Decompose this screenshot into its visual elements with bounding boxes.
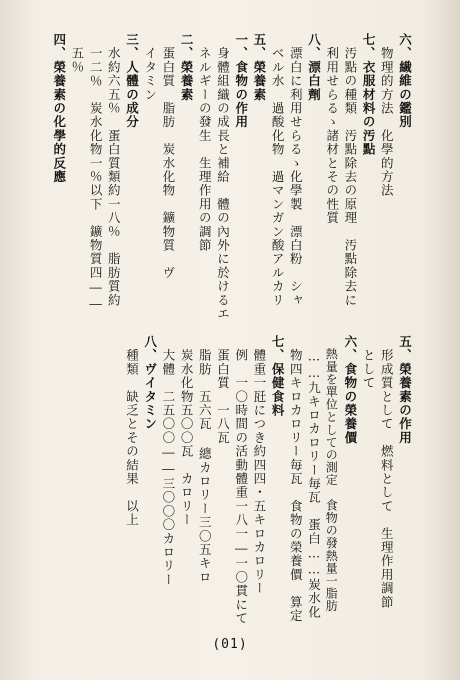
lower-line — [180, 335, 193, 527]
upper-line — [271, 33, 284, 307]
upper-line — [89, 33, 102, 312]
lower-indent — [179, 335, 194, 349]
upper-indent — [197, 33, 212, 47]
upper-line — [307, 33, 320, 102]
upper-indent — [88, 33, 103, 47]
lower-item-number: 六、 — [342, 335, 358, 363]
lower-item-number: 七、 — [270, 335, 286, 363]
lower-text: 食物の榮養價 — [342, 362, 358, 445]
page-number: (01) — [212, 637, 248, 652]
upper-indent — [70, 33, 85, 47]
lower-text: ……九キロカロリー毎瓦 蛋白……炭水化 — [306, 348, 322, 620]
upper-indent — [288, 33, 303, 47]
upper-text: 物理的方法 化學的方法 — [379, 46, 395, 198]
upper-text: 衣服材料の汚點 — [361, 60, 377, 157]
upper-line — [161, 33, 174, 280]
lower-line — [380, 335, 393, 609]
lower-text: 榮養素の作用 — [397, 362, 413, 445]
upper-item-number: 七、 — [361, 33, 377, 61]
lower-item-number: 八、 — [142, 335, 158, 363]
upper-text: ベル水 過酸化物 過マンガン酸アルカリ — [270, 46, 286, 308]
lower-text: ヴイタミン — [142, 362, 158, 431]
lower-text: 物四キロカロリー毎瓦 食物の榮養價 算定 — [288, 348, 304, 623]
lower-line — [125, 335, 138, 527]
lower-indent — [234, 335, 249, 349]
upper-text: 漂白に利用せらるゝ化學製 漂白粉 シャ — [288, 46, 304, 308]
upper-text: 繊維の鑑別 — [397, 60, 413, 129]
upper-text: 榮養素 — [179, 60, 195, 102]
upper-line — [325, 33, 338, 225]
lower-text: 例 一〇時間の活動體重一八一―一〇貫にて — [233, 348, 249, 626]
upper-item-number: 五、 — [251, 33, 267, 61]
lower-indent — [125, 335, 140, 349]
lower-indent — [324, 335, 338, 348]
upper-indent — [379, 33, 394, 47]
lower-line — [362, 335, 375, 390]
lower-line — [289, 335, 302, 623]
upper-item-number: 四、 — [51, 33, 67, 61]
lower-indent — [197, 335, 212, 349]
lower-text: 蛋白質 一八瓦 — [215, 348, 231, 445]
upper-text: 蛋白質 脂肪 炭水化物 鑛物質 ヴ — [160, 46, 176, 280]
lower-line — [198, 335, 211, 584]
lower-indent — [361, 335, 376, 349]
lower-text: 保健食料 — [270, 362, 286, 418]
upper-text: 一二％ 炭水化物一％以下 鑛物質四―― — [88, 46, 104, 313]
lower-line — [271, 335, 284, 417]
lower-line — [216, 335, 229, 445]
upper-text: 汚點の種類 汚點除去の原理 汚點除去に — [342, 46, 358, 308]
upper-item-number: 八、 — [306, 33, 322, 61]
upper-line — [198, 33, 211, 252]
upper-line — [252, 33, 265, 102]
upper-line — [343, 33, 356, 307]
upper-text: ネルギーの發生 生理作用の調節 — [197, 46, 213, 253]
lower-indent — [307, 335, 322, 349]
upper-line — [398, 33, 411, 129]
upper-line — [143, 33, 156, 102]
lower-line — [143, 335, 156, 431]
upper-item-number: 六、 — [397, 33, 413, 61]
upper-indent — [343, 33, 358, 47]
lower-text: として — [361, 348, 377, 390]
upper-line — [52, 33, 65, 184]
lower-line — [325, 335, 337, 612]
upper-text: イタミン — [142, 46, 158, 102]
upper-item-number: 三、 — [124, 33, 140, 61]
upper-indent — [106, 33, 121, 47]
lower-line — [307, 335, 320, 619]
lower-indent — [288, 335, 303, 349]
upper-text: 五％ — [69, 46, 85, 75]
lower-indent — [161, 335, 176, 349]
upper-line — [234, 33, 247, 129]
upper-indent — [325, 33, 340, 47]
lower-text: 種類 缺乏とその結果 以上 — [124, 348, 140, 527]
upper-text: 身體組織の成長と補給 體の內外に於けるエ — [215, 46, 231, 321]
upper-item-number: 一、 — [233, 33, 249, 61]
upper-text: 榮養素の化學的反應 — [51, 60, 67, 184]
upper-text: 漂白劑 — [306, 60, 322, 102]
upper-line — [289, 33, 302, 307]
lower-text: 熱量を單位としての測定 食物の發熱量一脂肪 — [324, 347, 339, 613]
upper-indent — [216, 33, 231, 47]
lower-line — [252, 335, 265, 595]
lower-item-number: 五、 — [397, 335, 413, 363]
upper-line — [125, 33, 138, 129]
lower-indent — [216, 335, 231, 349]
upper-text: 水約六五％ 蛋白質類約一八％ 脂肪質約 — [106, 46, 122, 308]
upper-line — [380, 33, 393, 197]
upper-item-number: 二、 — [179, 33, 195, 61]
upper-text: 利用せらるゝ諸材とその性質 — [324, 46, 340, 225]
lower-text: 形成質として 燃料として 生理作用調節 — [379, 348, 395, 610]
lower-indent — [379, 335, 394, 349]
lower-text: 體重一瓩につき約四四・五キロカロリー — [251, 348, 267, 596]
lower-text: 脂肪 五六瓦 總カロリー三〇五キロ — [197, 348, 213, 585]
lower-line — [398, 335, 411, 445]
upper-text: 人體の成分 — [124, 60, 140, 129]
lower-line — [234, 335, 247, 625]
lower-line — [161, 335, 174, 587]
lower-text: 大體 二五〇〇――三〇〇〇カロリー — [160, 348, 176, 587]
lower-indent — [252, 335, 267, 349]
upper-line — [107, 33, 120, 307]
lower-text: 炭水化物五〇〇瓦 カロリー — [179, 348, 195, 527]
upper-indent — [143, 33, 158, 47]
upper-line — [180, 33, 193, 102]
upper-line — [70, 33, 83, 74]
upper-indent — [270, 33, 285, 47]
upper-line — [362, 33, 375, 156]
upper-indent — [161, 33, 176, 47]
lower-line — [343, 335, 356, 445]
upper-text: 榮養素 — [251, 60, 267, 102]
upper-text: 食物の作用 — [233, 60, 249, 129]
upper-line — [216, 33, 229, 321]
